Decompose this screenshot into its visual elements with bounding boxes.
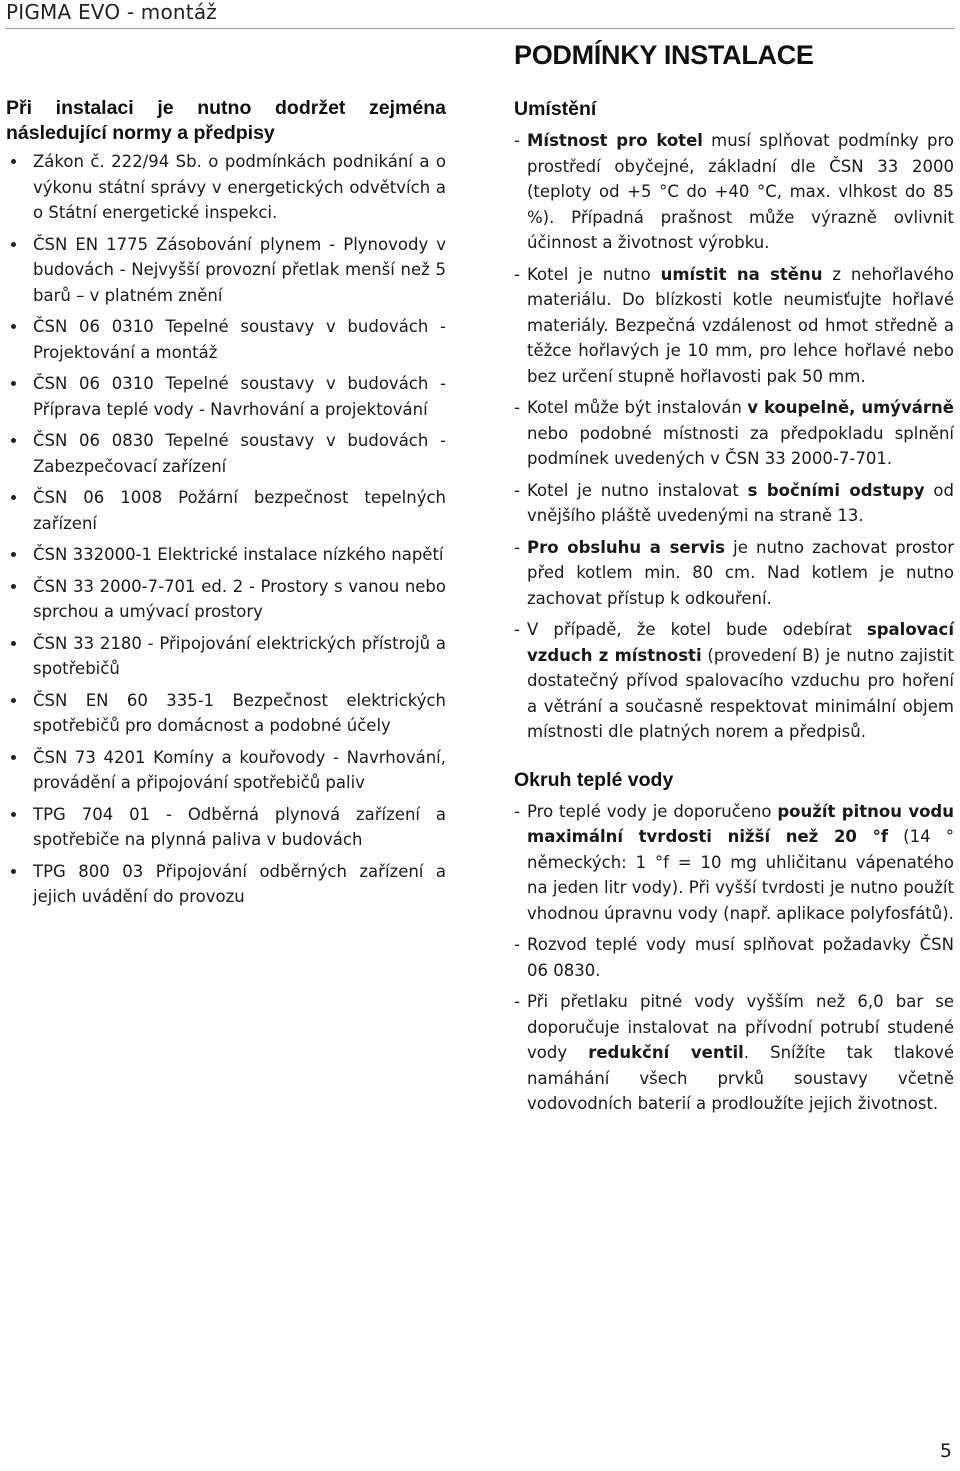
bullet-icon <box>11 242 16 247</box>
bold-text: umístit na stěnu <box>660 264 823 284</box>
norm-item <box>6 149 446 226</box>
bullet-icon <box>11 159 16 164</box>
right-column <box>514 96 954 1139</box>
item-text: . Snížíte tak tlakové namáhání všech prvků soustavy včetně vodovodních baterií a prodloužíte jejich životnost. <box>527 1043 955 1113</box>
norm-text: ČSN 06 0830 Tepelné soustavy v budovách - Zabezpečovací zařízení <box>33 431 446 476</box>
norm-item <box>6 802 446 853</box>
item-text: Při přetlaku pitné vody vyšším než 6,0 bar se doporučuje instalovat na přívodní potrubí studené vody <box>527 992 954 1062</box>
bullet-icon <box>11 869 16 874</box>
bullet-icon <box>11 495 16 500</box>
bold-text: v koupelně, umývárně <box>747 398 954 417</box>
header-divider <box>6 28 954 29</box>
item-text: V případě, že kotel bude odebírat <box>527 620 867 639</box>
norm-text: TPG 704 01 - Odběrná plynová zařízení a spotřebiče na plynná paliva v budovách <box>33 804 446 849</box>
document-header-title: PIGMA EVO - montáž <box>6 0 217 24</box>
umisteni-item: - Kotel může být instalován v koupelně, umývárně nebo podobné místnosti za předpokladu splnění podmínek uvedených v ČSN 33 2000-7-701. <box>514 398 954 468</box>
item-text: nebo podobné místnosti za předpokladu splnění podmínek uvedených v ČSN 33 2000-7-701. <box>527 423 954 468</box>
umisteni-item: - Pro obsluhu a servis je nutno zachovat prostor před kotlem min. 80 cm. Nad kotlem je nutno zachovat přístup k odkouření. <box>514 537 955 608</box>
item-text: od vnějšího pláště uvedenými na straně 13. <box>527 480 954 525</box>
item-text: je nutno zachovat prostor před kotlem min. 80 cm. Nad kotlem je nutno zachovat přístup k odkouření. <box>527 537 955 608</box>
bold-text: redukční ventil <box>588 1043 744 1062</box>
item-text: Rozvod teplé vody musí splňovat požadavky ČSN 06 0830. <box>527 935 954 980</box>
umisteni-item: - Kotel je nutno umístit na stěnu z nehořlavého materiálu. Do blízkosti kotle neumisťujte hořlavé materiály. Bezpečná vzdálenost od hmot středně a těžce hořlavých je 10 mm, pro lehce hořlavé nebo bez určení stupně hořlavosti pak 50 mm. <box>514 264 955 386</box>
norm-text: Zákon č. 222/94 Sb. o podmínkách podnikání a o výkonu státní správy v energetických odvětvích a o Státní energetické inspekci. <box>33 152 446 222</box>
bold-text: použít pitnou vodu maximální tvrdosti nižší než 20 °f <box>527 801 954 846</box>
norm-text: ČSN 33 2180 - Připojování elektrických přístrojů a spotřebičů <box>33 633 446 678</box>
norm-item <box>6 631 446 682</box>
left-column <box>6 96 446 916</box>
bullet-icon <box>11 438 16 443</box>
bullet-icon <box>11 641 16 646</box>
norm-item <box>6 371 446 422</box>
norm-text: ČSN 73 4201 Komíny a kouřovody - Navrhování, provádění a připojování spotřebičů paliv <box>33 747 446 792</box>
norm-text: TPG 800 03 Připojování odběrných zařízení a jejich uvádění do provozu <box>33 861 446 906</box>
okruh-item: - Pro teplé vody je doporučeno použít pitnou vodu maximální tvrdosti nižší než 20 °f (14 ° německých: 1 °f = 10 mg uhličitanu vápenatého na jeden litr vody). Při vyšší tvrdosti je nutno použít vhodnou úpravnu vody (např. aplikace polyfosfátů). <box>514 801 954 923</box>
item-text: Kotel je nutno <box>527 264 661 284</box>
bullet-icon <box>11 552 16 557</box>
umisteni-item: - Kotel je nutno instalovat s bočními odstupy od vnějšího pláště uvedenými na straně 13. <box>514 480 954 525</box>
item-text: z nehořlavého materiálu. Do blízkosti kotle neumisťujte hořlavé materiály. Bezpečná vzdálenost od hmot středně a těžce hořlavých je 10 mm, pro lehce hořlavé nebo bez určení stupně hořlavosti pak 50 mm. <box>527 264 955 386</box>
okruh-item: - Rozvod teplé vody musí splňovat požadavky ČSN 06 0830. <box>514 935 954 980</box>
item-text: Pro teplé vody je doporučeno <box>527 801 778 821</box>
bullet-icon <box>11 324 16 329</box>
okruh-list <box>514 799 954 1117</box>
bold-text: s bočními odstupy <box>747 480 925 500</box>
bullet-icon <box>11 755 16 760</box>
bold-text: Pro obsluhu a servis <box>527 537 725 557</box>
item-text: Kotel je nutno instalovat <box>527 480 748 500</box>
norm-item <box>6 428 446 479</box>
umisteni-heading: Umístění <box>514 98 597 120</box>
bullet-icon <box>11 381 16 386</box>
norm-item <box>6 574 446 625</box>
umisteni-list <box>514 128 954 745</box>
norm-item <box>6 745 446 796</box>
umisteni-item: - V případě, že kotel bude odebírat spalovací vzduch z místnosti (provedení B) je nutno zajistit dostatečný přívod spalovacího vzduchu pro hoření a větrání a současně respektovat minimální objem místnosti dle platných norem a předpisů. <box>514 620 954 741</box>
item-text: musí splňovat podmínky pro prostředí obyčejné, základní dle ČSN 33 2000 (teploty od +5 °C do +40 °C, max. vlhkost do 85 %). Případná prašnost může výrazně ovlivnit účinnost a životnost výrobku. <box>527 131 954 252</box>
okruh-item: - Při přetlaku pitné vody vyšším než 6,0 bar se doporučuje instalovat na přívodní potrubí studené vody redukční ventil. Snížíte tak tlakové namáhání všech prvků soustavy včetně vodovodních baterií a prodloužíte jejich životnost. <box>514 992 955 1113</box>
item-text: (provedení B) je nutno zajistit dostatečný přívod spalovacího vzduchu pro hoření a větrání a současně respektovat minimální objem místnosti dle platných norem a předpisů. <box>527 645 954 741</box>
bullet-icon <box>11 698 16 703</box>
norm-text: ČSN 06 0310 Tepelné soustavy v budovách - Příprava teplé vody - Navrhování a projektování <box>33 374 446 419</box>
norm-text: ČSN 06 1008 Požární bezpečnost tepelných zařízení <box>33 488 446 533</box>
okruh-heading: Okruh teplé vody <box>514 768 674 791</box>
bold-text: Místnost pro kotel <box>527 131 703 150</box>
norm-text: ČSN EN 1775 Zásobování plynem - Plynovody v budovách - Nejvyšší provozní přetlak menší než 5 barů – v platném znění <box>33 234 446 305</box>
norm-text: ČSN 332000-1 Elektrické instalace nízkého napětí <box>33 545 444 564</box>
norm-text: ČSN EN 60 335-1 Bezpečnost elektrických spotřebičů pro domácnost a podobné účely <box>33 690 446 735</box>
norm-item <box>6 688 446 739</box>
norm-text: ČSN 33 2000-7-701 ed. 2 - Prostory s vanou nebo sprchou a umývací prostory <box>33 576 446 621</box>
norm-item <box>6 485 446 536</box>
norm-item <box>6 859 446 910</box>
norms-heading: Při instalaci je nutno dodržet zejména následující normy a předpisy <box>6 97 446 144</box>
umisteni-item: - Místnost pro kotel musí splňovat podmínky pro prostředí obyčejné, základní dle ČSN 33 2000 (teploty od +5 °C do +40 °C, max. vlhkost do 85 %). Případná prašnost může výrazně ovlivnit účinnost a životnost výrobku. <box>514 131 954 252</box>
norms-list <box>6 149 446 910</box>
norm-item <box>6 314 446 365</box>
section-title: PODMÍNKY INSTALACE <box>514 40 814 70</box>
item-text: (14 ° německých: 1 °f = 10 mg uhličitanu vápenatého na jeden litr vody). Při vyšší tvrdosti je nutno použít vhodnou úpravnu vody (např. aplikace polyfosfátů). <box>527 827 954 923</box>
norm-text: ČSN 06 0310 Tepelné soustavy v budovách - Projektování a montáž <box>33 317 446 362</box>
bold-text: spalovací vzduch z místnosti <box>527 620 954 665</box>
norm-item <box>6 232 446 309</box>
item-text: Kotel může být instalován <box>527 398 748 417</box>
norm-item <box>6 542 446 568</box>
page-number: 5 <box>939 1440 952 1462</box>
bullet-icon <box>11 584 16 589</box>
bullet-icon <box>11 812 16 817</box>
